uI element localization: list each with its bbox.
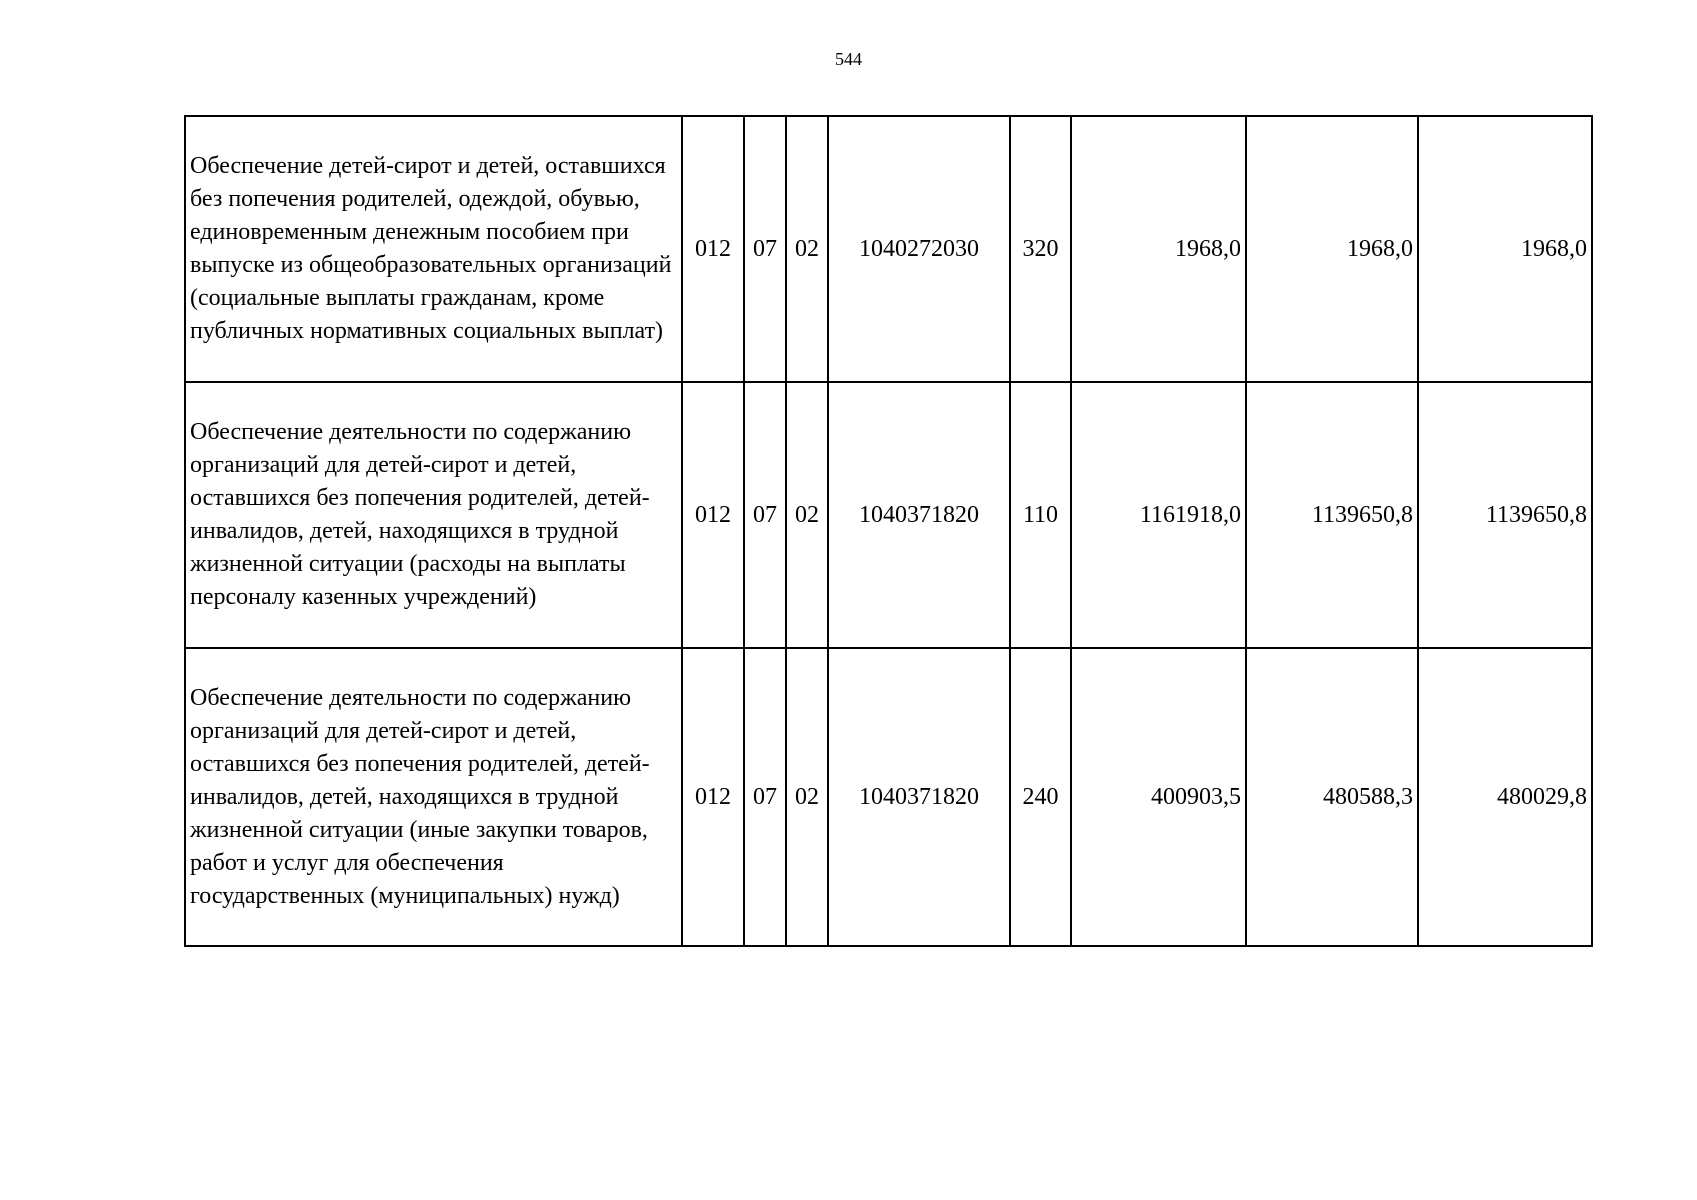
section-code: 07	[744, 382, 786, 648]
amount-year-3: 1968,0	[1418, 116, 1592, 382]
target-article-code: 1040371820	[828, 382, 1010, 648]
amount-year-2: 480588,3	[1246, 648, 1418, 946]
ministry-code: 012	[682, 116, 744, 382]
expense-type-code: 240	[1010, 648, 1071, 946]
amount-year-3: 480029,8	[1418, 648, 1592, 946]
expense-type-code: 110	[1010, 382, 1071, 648]
subsection-code: 02	[786, 116, 828, 382]
target-article-code: 1040272030	[828, 116, 1010, 382]
subsection-code: 02	[786, 382, 828, 648]
row-description: Обеспечение деятельности по содержанию организаций для детей-сирот и детей, оставшихся без попечения родителей, детей-инвалидов, детей, находящихся в трудной жизненной ситуации (расходы на выплаты персоналу казенных учреждений)	[185, 382, 682, 648]
section-code: 07	[744, 116, 786, 382]
amount-year-1: 1968,0	[1071, 116, 1246, 382]
ministry-code: 012	[682, 382, 744, 648]
amount-year-1: 1161918,0	[1071, 382, 1246, 648]
row-description: Обеспечение детей-сирот и детей, оставшихся без попечения родителей, одеждой, обувью, единовременным денежным пособием при выпуске из общеобразовательных организаций (социальные выплаты гражданам, кроме публичных нормативных социальных выплат)	[185, 116, 682, 382]
amount-year-1: 400903,5	[1071, 648, 1246, 946]
ministry-code: 012	[682, 648, 744, 946]
amount-year-2: 1968,0	[1246, 116, 1418, 382]
page-number: 544	[835, 49, 862, 69]
table-row	[185, 116, 1592, 382]
section-code: 07	[744, 648, 786, 946]
budget-table	[184, 115, 1593, 947]
amount-year-2: 1139650,8	[1246, 382, 1418, 648]
row-description: Обеспечение деятельности по содержанию организаций для детей-сирот и детей, оставшихся без попечения родителей, детей-инвалидов, детей, находящихся в трудной жизненной ситуации (иные закупки товаров, работ и услуг для обеспечения государственных (муниципальных) нужд)	[185, 648, 682, 946]
expense-type-code: 320	[1010, 116, 1071, 382]
amount-year-3: 1139650,8	[1418, 382, 1592, 648]
table-row	[185, 382, 1592, 648]
subsection-code: 02	[786, 648, 828, 946]
target-article-code: 1040371820	[828, 648, 1010, 946]
table-row	[185, 648, 1592, 946]
